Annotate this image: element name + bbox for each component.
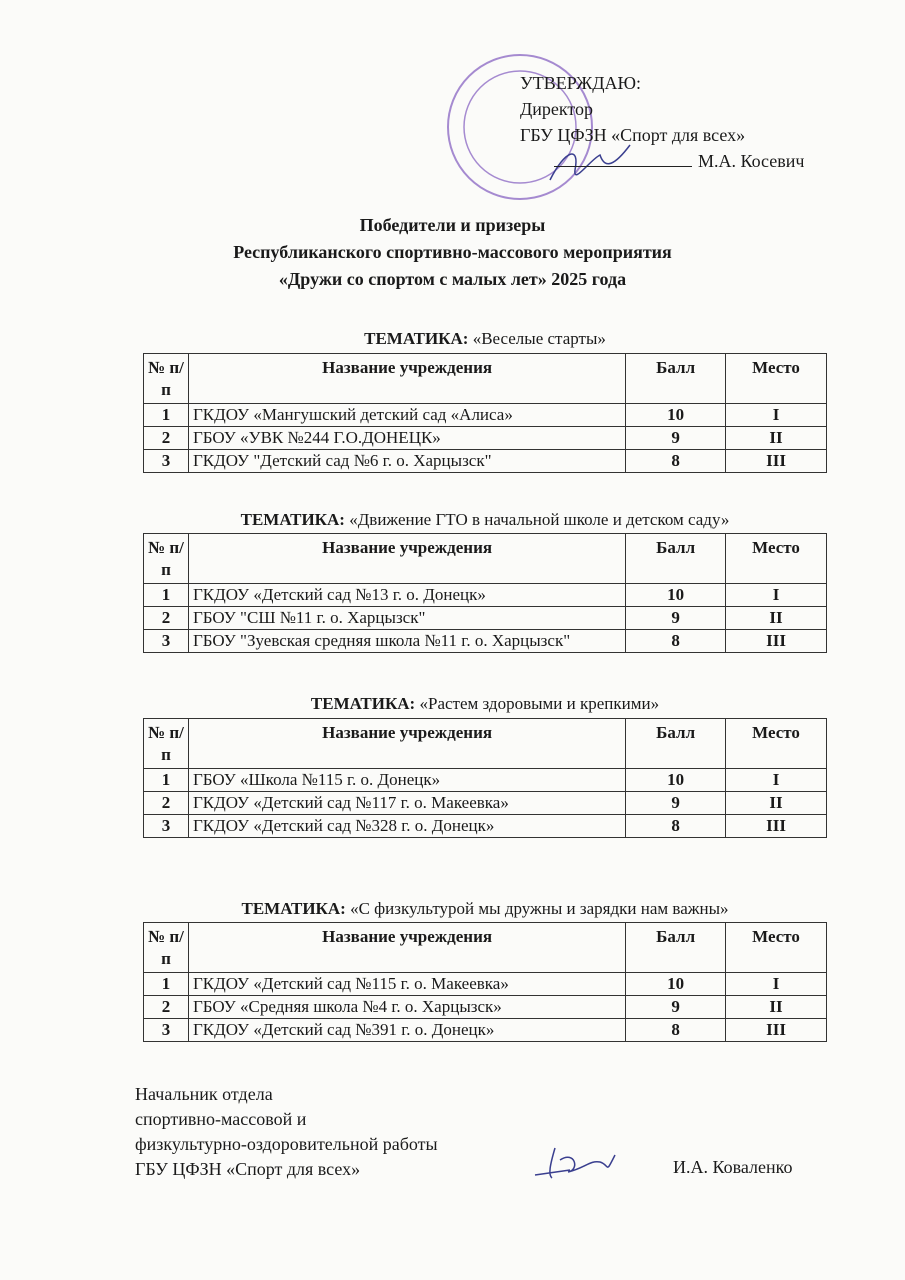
score: 10 xyxy=(626,973,726,996)
score: 9 xyxy=(626,792,726,815)
header-place: Место xyxy=(726,719,827,769)
header-place: Место xyxy=(726,354,827,404)
footer-name: И.А. Коваленко xyxy=(673,1157,793,1177)
place: II xyxy=(726,996,827,1019)
table-row xyxy=(144,996,827,1019)
header-place: Место xyxy=(726,923,827,973)
score: 10 xyxy=(626,404,726,427)
header-name: Название учреждения xyxy=(188,923,625,973)
place: II xyxy=(726,792,827,815)
footer-line-2: спортивно-массовой и xyxy=(135,1109,307,1129)
institution-name: ГБОУ «Школа №115 г. о. Донецк» xyxy=(188,769,625,792)
table-header xyxy=(144,719,827,769)
table-row xyxy=(144,404,827,427)
table-row xyxy=(144,769,827,792)
section-heading xyxy=(143,329,827,349)
footer-signatory xyxy=(135,1082,438,1182)
section-label: ТЕМАТИКА: xyxy=(310,694,416,713)
institution-name: ГКДОУ «Детский сад №328 г. о. Донецк» xyxy=(188,815,625,838)
row-number: 1 xyxy=(144,973,189,996)
institution-name: ГБОУ «УВК №244 Г.О.ДОНЕЦК» xyxy=(188,427,625,450)
score: 10 xyxy=(626,584,726,607)
header-name: Название учреждения xyxy=(188,354,625,404)
row-number: 3 xyxy=(144,1019,189,1042)
row-number: 1 xyxy=(144,769,189,792)
table-row xyxy=(144,630,827,653)
score: 9 xyxy=(626,427,726,450)
score: 10 xyxy=(626,769,726,792)
score: 9 xyxy=(626,607,726,630)
place: III xyxy=(726,815,827,838)
table-row xyxy=(144,815,827,838)
section-label: ТЕМАТИКА: xyxy=(240,510,345,529)
approval-block xyxy=(520,70,804,174)
institution-name: ГКДОУ «Детский сад №391 г. о. Донецк» xyxy=(188,1019,625,1042)
row-number: 2 xyxy=(144,607,189,630)
results-table xyxy=(143,353,827,473)
table-row xyxy=(144,450,827,473)
row-number: 3 xyxy=(144,815,189,838)
institution-name: ГКДОУ «Мангушский детский сад «Алиса» xyxy=(188,404,625,427)
row-number: 2 xyxy=(144,792,189,815)
row-number: 1 xyxy=(144,584,189,607)
place: II xyxy=(726,427,827,450)
footer-line-1: Начальник отдела xyxy=(135,1084,273,1104)
table-row xyxy=(144,607,827,630)
title-line-3: «Дружи со спортом с малых лет» 2025 года xyxy=(278,269,627,289)
approval-org: ГБУ ЦФЗН «Спорт для всех» xyxy=(520,125,746,145)
score: 8 xyxy=(626,630,726,653)
table-row xyxy=(144,584,827,607)
header-name: Название учреждения xyxy=(188,719,625,769)
header-score: Балл xyxy=(626,354,726,404)
header-num: № п/п xyxy=(144,354,189,404)
section-label: ТЕМАТИКА: xyxy=(241,899,346,918)
results-table xyxy=(143,533,827,653)
table-header xyxy=(144,534,827,584)
score: 8 xyxy=(626,450,726,473)
place: I xyxy=(726,973,827,996)
header-num: № п/п xyxy=(144,534,189,584)
place: I xyxy=(726,584,827,607)
institution-name: ГБОУ «Средняя школа №4 г. о. Харцызск» xyxy=(188,996,625,1019)
row-number: 3 xyxy=(144,450,189,473)
row-number: 2 xyxy=(144,427,189,450)
place: III xyxy=(726,630,827,653)
footer-line-4: ГБУ ЦФЗН «Спорт для всех» xyxy=(135,1159,361,1179)
section-theme: «Движение ГТО в начальной школе и детском саду» xyxy=(349,510,730,529)
approval-heading: УТВЕРЖДАЮ: xyxy=(520,73,642,93)
table-row xyxy=(144,1019,827,1042)
row-number: 2 xyxy=(144,996,189,1019)
section-heading xyxy=(143,694,827,714)
section-heading xyxy=(143,510,827,530)
footer-line-3: физкультурно-оздоровительной работы xyxy=(135,1134,438,1154)
title-line-1: Победители и призеры xyxy=(359,215,546,235)
place: III xyxy=(726,450,827,473)
institution-name: ГБОУ "СШ №11 г. о. Харцызск" xyxy=(188,607,625,630)
header-score: Балл xyxy=(626,534,726,584)
institution-name: ГКДОУ «Детский сад №13 г. о. Донецк» xyxy=(188,584,625,607)
signature-line xyxy=(554,166,692,167)
header-num: № п/п xyxy=(144,923,189,973)
place: II xyxy=(726,607,827,630)
approval-name: М.А. Косевич xyxy=(698,151,805,171)
head-signature xyxy=(530,1140,620,1185)
row-number: 3 xyxy=(144,630,189,653)
institution-name: ГБОУ "Зуевская средняя школа №11 г. о. Харцызск" xyxy=(188,630,625,653)
header-name: Название учреждения xyxy=(188,534,625,584)
place: I xyxy=(726,769,827,792)
results-table xyxy=(143,922,827,1042)
title-line-2: Республиканского спортивно-массового мероприятия xyxy=(233,242,672,262)
row-number: 1 xyxy=(144,404,189,427)
document-title xyxy=(0,212,905,293)
score: 8 xyxy=(626,1019,726,1042)
section-heading xyxy=(143,899,827,919)
institution-name: ГКДОУ «Детский сад №117 г. о. Макеевка» xyxy=(188,792,625,815)
section-theme: «Растем здоровыми и крепкими» xyxy=(419,694,660,713)
institution-name: ГКДОУ «Детский сад №115 г. о. Макеевка» xyxy=(188,973,625,996)
table-row xyxy=(144,973,827,996)
header-score: Балл xyxy=(626,923,726,973)
header-num: № п/п xyxy=(144,719,189,769)
table-row xyxy=(144,792,827,815)
header-place: Место xyxy=(726,534,827,584)
results-table xyxy=(143,718,827,838)
place: III xyxy=(726,1019,827,1042)
institution-name: ГКДОУ "Детский сад №6 г. о. Харцызск" xyxy=(188,450,625,473)
place: I xyxy=(726,404,827,427)
section-theme: «Веселые старты» xyxy=(472,329,606,348)
score: 9 xyxy=(626,996,726,1019)
section-label: ТЕМАТИКА: xyxy=(364,329,469,348)
table-row xyxy=(144,427,827,450)
table-header xyxy=(144,354,827,404)
approval-position: Директор xyxy=(520,99,594,119)
score: 8 xyxy=(626,815,726,838)
table-header xyxy=(144,923,827,973)
section-theme: «С физкультурой мы дружны и зарядки нам важны» xyxy=(350,899,729,918)
header-score: Балл xyxy=(626,719,726,769)
